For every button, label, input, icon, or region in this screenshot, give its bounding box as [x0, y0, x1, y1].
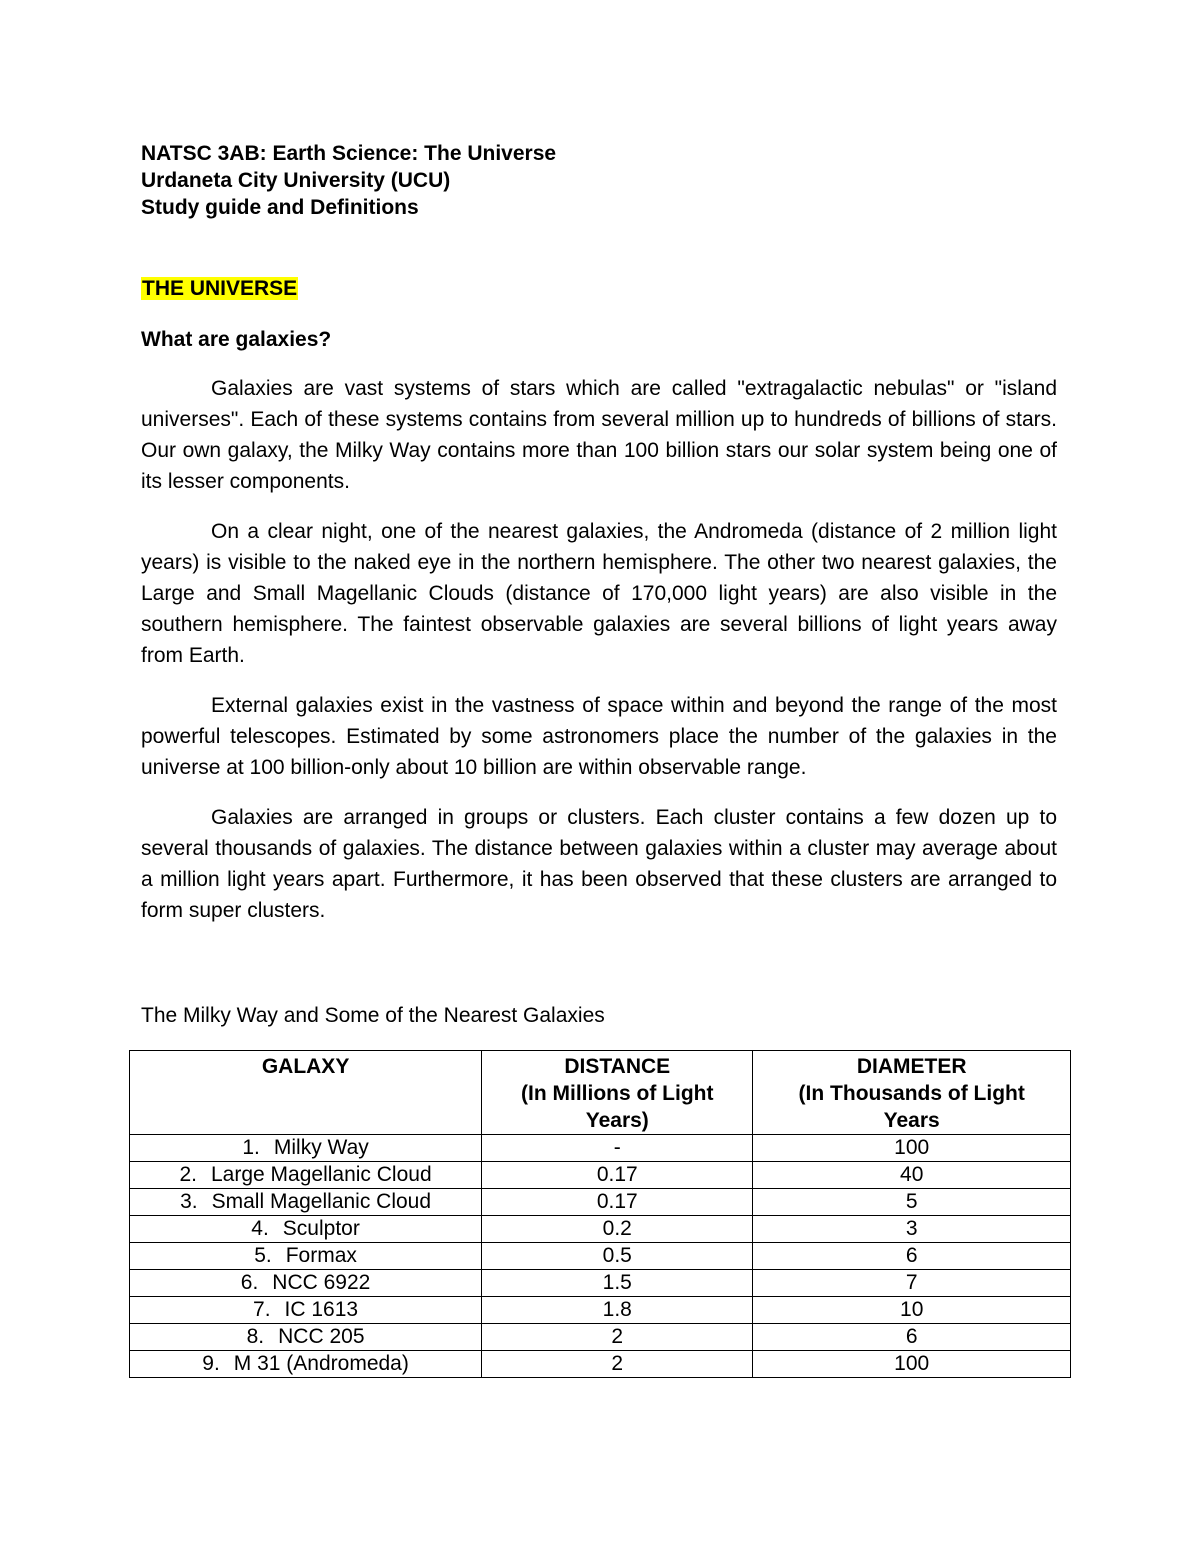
header-galaxy-label: GALAXY: [261, 1055, 350, 1078]
cell-galaxy-name: [130, 1162, 482, 1189]
cell-distance: -: [482, 1135, 753, 1162]
header-galaxy: [130, 1051, 482, 1135]
header-distance-label: DISTANCE: [564, 1055, 671, 1078]
table-row: [130, 1351, 1071, 1378]
header-diameter-label: DIAMETER: [856, 1055, 967, 1078]
cell-galaxy-name: [130, 1324, 482, 1351]
cell-galaxy-name: [130, 1216, 482, 1243]
cell-distance: 1.5: [482, 1270, 753, 1297]
cell-distance: 0.5: [482, 1243, 753, 1270]
header-distance-unit: (In Millions of Light Years): [521, 1082, 714, 1132]
cell-diameter: 6: [753, 1324, 1071, 1351]
paragraph-1: Galaxies are vast systems of stars which are called "extragalactic nebulas" or "island universes". Each of these systems contains from several million up to hundreds of billions of stars. Our own galaxy, the Milky Way contains more than 100 billion stars our solar system being one of its lesser components.: [141, 377, 1057, 493]
document-subtitle: Study guide and Definitions: [141, 196, 419, 219]
row-number: 5.: [254, 1244, 272, 1267]
table-row: [130, 1135, 1071, 1162]
course-title: NATSC 3AB: Earth Science: The Universe: [141, 142, 557, 165]
galaxy-name: IC 1613: [284, 1298, 359, 1321]
cell-diameter: 10: [753, 1297, 1071, 1324]
header-diameter-unit: (In Thousands of Light Years: [798, 1082, 1025, 1132]
cell-galaxy-name: [130, 1243, 482, 1270]
table-row: [130, 1162, 1071, 1189]
row-number: 7.: [253, 1298, 271, 1321]
galaxy-name: NCC 6922: [272, 1271, 371, 1294]
cell-diameter: 100: [753, 1135, 1071, 1162]
row-number: 3.: [180, 1190, 198, 1213]
table-header-row: [130, 1051, 1071, 1135]
table-caption: The Milky Way and Some of the Nearest Galaxies: [141, 1004, 605, 1027]
cell-diameter: 7: [753, 1270, 1071, 1297]
table-row: [130, 1216, 1071, 1243]
cell-diameter: 40: [753, 1162, 1071, 1189]
table-row: [130, 1189, 1071, 1216]
cell-distance: 1.8: [482, 1297, 753, 1324]
row-number: 8.: [246, 1325, 265, 1348]
cell-galaxy-name: [130, 1189, 482, 1216]
paragraph-4: Galaxies are arranged in groups or clusters. Each cluster contains a few dozen up to several thousands of galaxies. The distance between galaxies within a cluster may average about a million light years apart. Furthermore, it has been observed that these clusters are arranged to form super clusters.: [141, 806, 1057, 922]
table-row: [130, 1270, 1071, 1297]
table-row: [130, 1243, 1071, 1270]
paragraph-3: External galaxies exist in the vastness of space within and beyond the range of the most powerful telescopes. Estimated by some astronomers place the number of the galaxies in the universe at 100 billion-only about 10 billion are within observable range.: [141, 694, 1057, 779]
galaxies-table: [129, 1050, 1071, 1378]
row-number: 1.: [242, 1136, 260, 1159]
galaxy-name: Formax: [285, 1244, 357, 1267]
cell-diameter: 6: [753, 1243, 1071, 1270]
cell-distance: 2: [482, 1324, 753, 1351]
row-number: 9.: [202, 1352, 220, 1375]
table-body: [130, 1135, 1071, 1378]
cell-galaxy-name: [130, 1135, 482, 1162]
table-row: [130, 1324, 1071, 1351]
table-row: [130, 1297, 1071, 1324]
cell-diameter: 3: [753, 1216, 1071, 1243]
row-number: 4.: [251, 1217, 269, 1240]
row-number: 2.: [179, 1163, 197, 1186]
galaxy-name: Large Magellanic Cloud: [211, 1163, 432, 1186]
cell-distance: 0.17: [482, 1162, 753, 1189]
paragraph-2: On a clear night, one of the nearest galaxies, the Andromeda (distance of 2 million light years) is visible to the naked eye in the northern hemisphere. The other two nearest galaxies, the Large and Small Magellanic Clouds (distance of 170,000 light years) are also visible in the southern hemisphere. The faintest observable galaxies are several billions of light years away from Earth.: [141, 520, 1057, 667]
highlighted-heading-text: THE UNIVERSE: [142, 277, 298, 300]
row-number: 6.: [240, 1271, 259, 1294]
header-diameter: [753, 1051, 1071, 1135]
section-heading: [141, 275, 1057, 302]
cell-diameter: 5: [753, 1189, 1071, 1216]
header-distance: [482, 1051, 753, 1135]
cell-distance: 2: [482, 1351, 753, 1378]
cell-galaxy-name: [130, 1351, 482, 1378]
galaxy-name: Milky Way: [273, 1136, 369, 1159]
cell-galaxy-name: [130, 1270, 482, 1297]
cell-distance: 0.2: [482, 1216, 753, 1243]
cell-distance: 0.17: [482, 1189, 753, 1216]
galaxy-name: NCC 205: [278, 1325, 365, 1348]
galaxy-name: Sculptor: [282, 1217, 360, 1240]
galaxy-name: Small Magellanic Cloud: [211, 1190, 432, 1213]
document-body: [141, 140, 1057, 926]
question-heading: What are galaxies?: [141, 328, 332, 351]
galaxy-name: M 31 (Andromeda): [233, 1352, 409, 1375]
university-name: Urdaneta City University (UCU): [141, 169, 451, 192]
cell-galaxy-name: [130, 1297, 482, 1324]
cell-diameter: 100: [753, 1351, 1071, 1378]
